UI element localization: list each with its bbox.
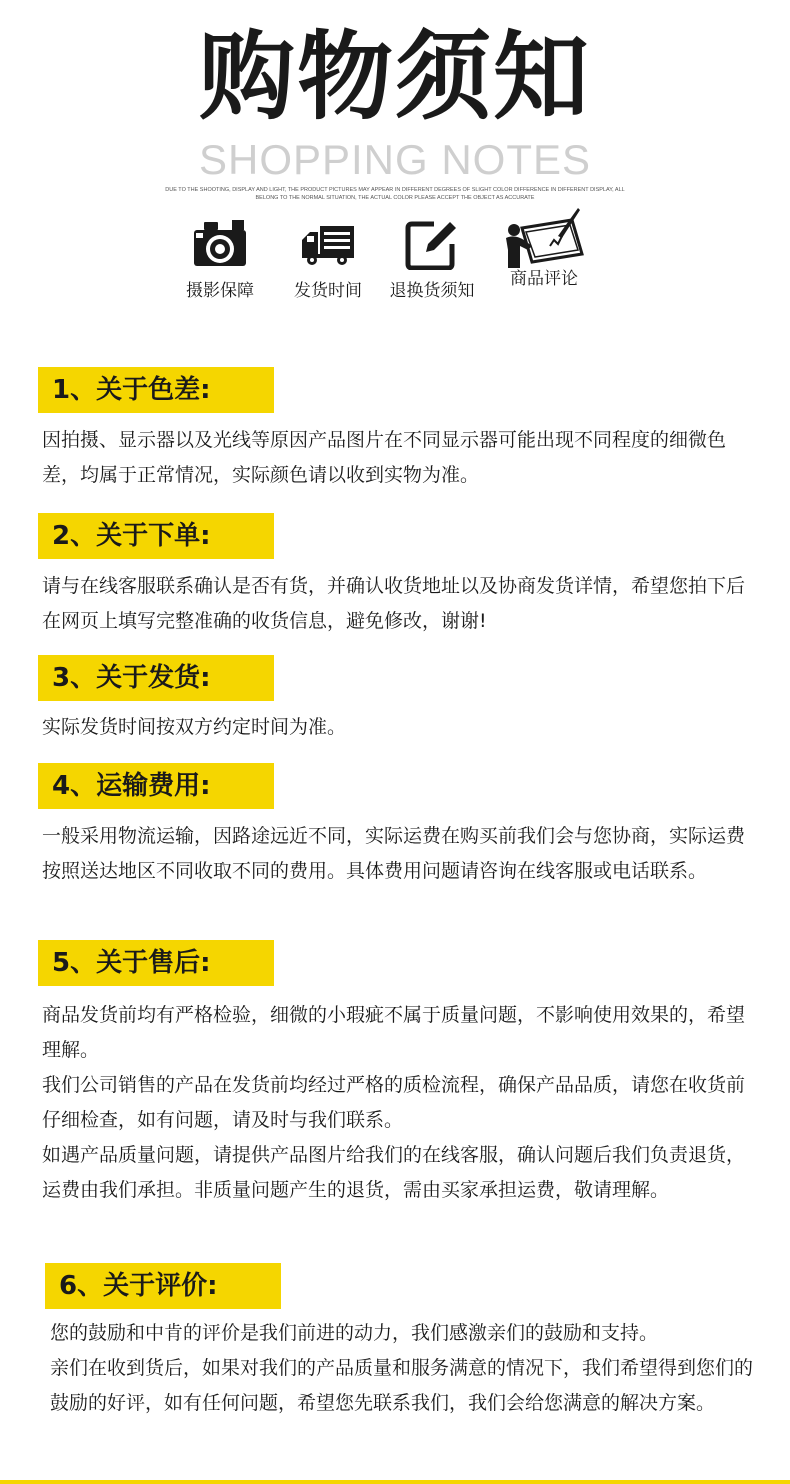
- section-title: 1、关于色差:: [52, 375, 211, 405]
- section-title: 6、关于评价:: [59, 1271, 218, 1301]
- bottom-divider: [0, 1480, 790, 1484]
- feature-icons: [0, 218, 790, 308]
- banner-slash: [240, 513, 274, 559]
- section-3-body: [42, 710, 762, 745]
- section-paragraph: 一般采用物流运输，因路途远近不同，实际运费在购买前我们会与您协商，实际运费按照送达地区不同收取不同的费用。具体费用问题请咨询在线客服或电话联系。: [42, 825, 746, 882]
- section-2-banner: [38, 513, 274, 559]
- banner-slash: [240, 367, 274, 413]
- section-6-banner: [45, 1263, 281, 1309]
- banner-slash: [240, 940, 274, 986]
- section-4-banner: [38, 763, 274, 809]
- feature-label: 商品评论: [510, 269, 578, 289]
- section-title: 5、关于售后:: [52, 948, 211, 978]
- section-paragraph: 因拍摄、显示器以及光线等原因产品图片在不同显示器可能出现不同程度的细微色差，均属于正常情况，实际颜色请以收到实物为准。: [42, 429, 727, 486]
- camera-icon: [192, 218, 248, 270]
- section-1-banner: [38, 367, 274, 413]
- section-paragraph: 亲们在收到货后，如果对我们的产品质量和服务满意的情况下，我们希望得到您们的鼓励的好评，如有任何问题，希望您先联系我们，我们会给您满意的解决方案。: [50, 1357, 754, 1414]
- section-paragraph: 您的鼓励和中肯的评价是我们前进的动力，我们感激亲们的鼓励和支持。: [50, 1322, 659, 1344]
- review-icon: [502, 206, 586, 270]
- section-title: 3、关于发货:: [52, 663, 211, 693]
- feature-review: [479, 218, 609, 289]
- section-4-body: [42, 819, 762, 889]
- section-6-body: [50, 1316, 770, 1421]
- banner-slash: [240, 655, 274, 701]
- feature-returns: [367, 218, 497, 301]
- section-1-body: [42, 423, 762, 493]
- feature-label: 摄影保障: [186, 281, 254, 301]
- section-paragraph: 如遇产品质量问题，请提供产品图片给我们的在线客服，确认问题后我们负责退货，运费由我们承担。非质量问题产生的退货，需由买家承担运费，敬请理解。: [42, 1144, 746, 1201]
- truck-icon: [298, 218, 358, 270]
- section-title: 4、运输费用:: [52, 771, 211, 801]
- section-paragraph: 我们公司销售的产品在发货前均经过严格的质检流程，确保产品品质，请您在收货前仔细检查，如有问题，请及时与我们联系。: [42, 1074, 746, 1131]
- section-5-body: [42, 998, 762, 1208]
- feature-label: 退换货须知: [389, 281, 475, 301]
- section-3-banner: [38, 655, 274, 701]
- page-title: 购物须知: [199, 21, 591, 133]
- page-subtitle: SHOPPING NOTES: [198, 136, 592, 183]
- section-5-banner: [38, 940, 274, 986]
- section-paragraph: 请与在线客服联系确认是否有货，并确认收货地址以及协商发货详情，希望您拍下后在网页上填写完整准确的收货信息，避免修改，谢谢!: [42, 575, 746, 632]
- section-title: 2、关于下单:: [52, 521, 211, 551]
- section-paragraph: 实际发货时间按双方约定时间为准。: [42, 716, 347, 738]
- disclaimer-text: DUE TO THE SHOOTING, DISPLAY AND LIGHT, THE PRODUCT PICTURES MAY APPEAR IN DIFFERENT DEGREES OF SLIGHT COLOR DIFFERENCE IN DIFFERENT DISPLAY, ALL BELONG TO THE NORMAL SITUATION, THE ACTUAL COLOR PLEASE ACCEPT THE OBJECT AS ACCURATE: [165, 187, 625, 201]
- section-2-body: [42, 569, 762, 639]
- feature-label: 发货时间: [294, 281, 362, 301]
- banner-slash: [247, 1263, 281, 1309]
- edit-icon: [404, 218, 460, 270]
- section-paragraph: 商品发货前均有严格检验，细微的小瑕疵不属于质量问题，不影响使用效果的，希望理解。: [42, 1004, 746, 1061]
- banner-slash: [240, 763, 274, 809]
